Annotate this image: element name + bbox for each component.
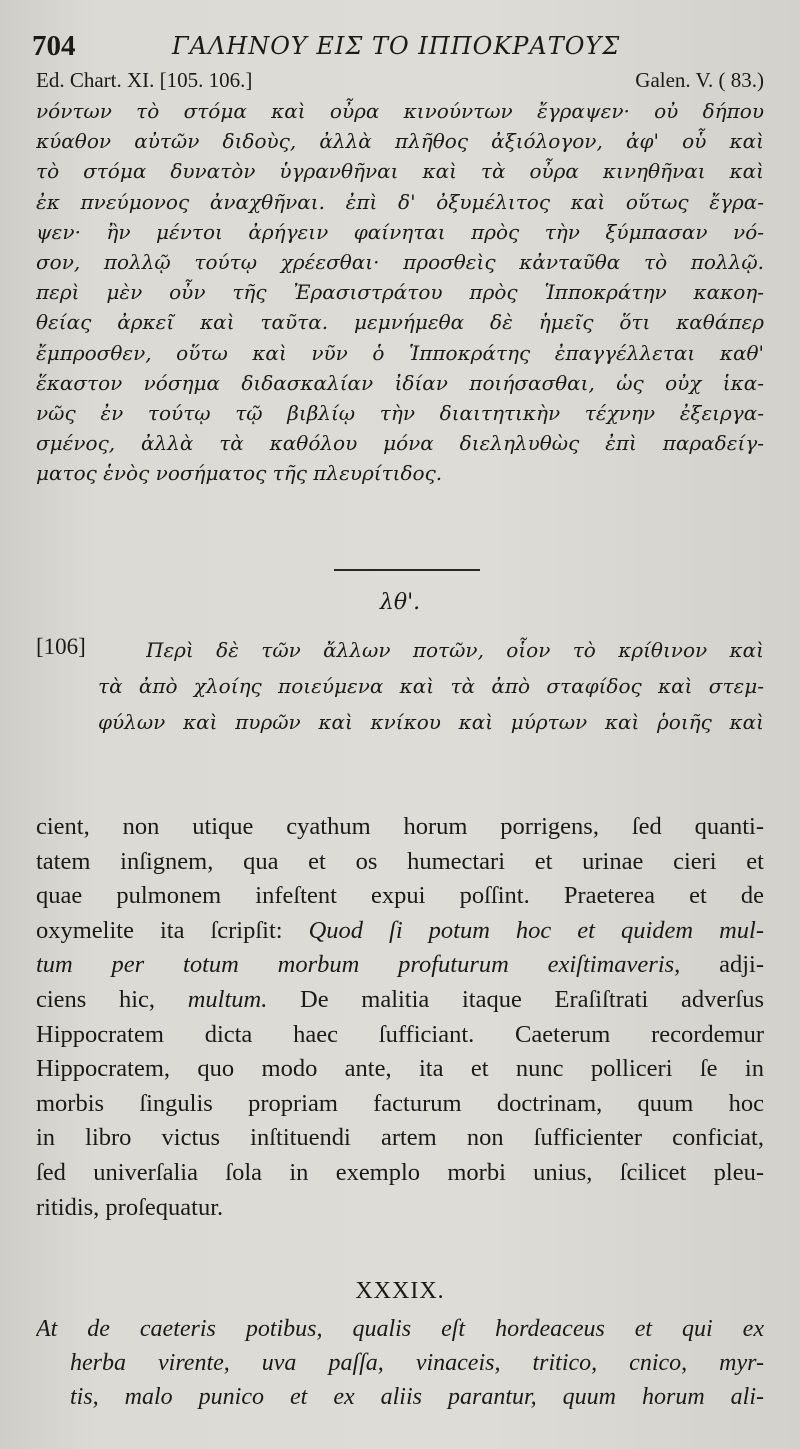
latin-text-line: tatem inſignem, qua et os humectari et urinae cieri et: [36, 847, 764, 875]
edition-reference-chartier: Ed. Chart. XI. [105. 106.]: [36, 68, 253, 92]
greek-text-line: κύαθον αὐτῶν διδοὺς, ἀλλὰ πλῆθος ἀξιόλογον, ἀφ' οὗ καὶ: [36, 129, 764, 154]
latin-lemma-line: herba virente, uva paſſa, vinaceis, tritico, cnico, myr-: [70, 1350, 764, 1376]
latin-text-line: Hippocratem, quo modo ante, ita et nunc polliceri ſe in: [36, 1055, 764, 1083]
latin-text-segment: ciens hic,: [36, 985, 156, 1013]
running-title: ΓΑΛΗΝΟΥ ΕΙΣ ΤΟ ΙΠΠΟΚΡΑΤΟΥΣ: [172, 32, 621, 60]
greek-commentary-text: [36, 96, 764, 488]
latin-text-line: morbis ſingulis propriam facturum doctrinam, quum hoc: [36, 1089, 764, 1117]
latin-text-line: quae pulmonem infeſtent expui poſſint. Praeterea et de: [36, 882, 764, 910]
latin-text-line: ſed univerſalia ſola in exemplo morbi unius, ſcilicet pleu-: [36, 1158, 764, 1186]
latin-text-segment: De malitia itaque Eraſiſtrati adverſus: [300, 985, 764, 1013]
greek-text-line: θείας ἀρκεῖ καὶ ταῦτα. μεμνήμεθα δὲ ἡμεῖς ὅτι καθάπερ: [36, 310, 764, 335]
greek-text-line: ἕκαστον νόσημα διδασκαλίαν ἰδίαν ποιήσασθαι, ὡς οὐχ ἱκα-: [36, 370, 764, 395]
latin-quotation: Quod ſi potum hoc et quidem mul-: [308, 916, 764, 944]
greek-text-line: ἐκ πνεύμονος ἀναχθῆναι. ἐπὶ δ' ὀξυμέλιτος καὶ οὕτως ἔγρα-: [36, 189, 764, 214]
lemma-line: τὰ ἀπὸ χλοίης ποιεύμενα καὶ τὰ ἀπὸ σταφίδος καὶ στεμ-: [98, 674, 764, 698]
greek-section-number: λθ'.: [379, 590, 421, 615]
greek-text-line: σμένος, ἀλλὰ τὰ καθόλου μόνα διεληλυθὼς ἐπὶ παραδείγ-: [36, 431, 764, 456]
latin-lemma: [36, 1312, 764, 1414]
greek-text-line: τὸ στόμα δυνατὸν ὑγρανθῆναι καὶ τὰ οὖρα κινηθῆναι καὶ: [36, 159, 764, 184]
edition-reference-kuhn: Galen. V. ( 83.): [635, 68, 764, 92]
latin-text-line: ritidis, proſequatur.: [36, 1193, 224, 1221]
greek-text-line: νόντων τὸ στόμα καὶ οὖρα κινούντων ἔγραψεν· οὐ δήπου: [36, 99, 764, 123]
section-divider-rule: [334, 569, 480, 571]
greek-text-line: νῶς ἐν τούτῳ τῷ βιβλίῳ τὴν διαιτητικὴν τέχνην ἐξειργα-: [36, 400, 764, 425]
greek-text-line: περὶ μὲν οὖν τῆς Ἐρασιστράτου πρὸς Ἱπποκράτην κακοη-: [36, 280, 764, 305]
greek-text-line: ψεν· ἢν μέντοι ἀρήγειν φαίνηται πρὸς τὴν ξύμπασαν νό-: [36, 219, 764, 244]
greek-text-line: σον, πολλῷ τούτῳ χρέεσθαι· προσθεὶς κἀνταῦθα τὸ πολλῷ.: [36, 249, 764, 274]
latin-quotation: tum per totum morbum profuturum exiſtimaveris,: [36, 951, 681, 979]
latin-text-line: [36, 948, 764, 983]
latin-lemma-line: At de caeteris potibus, qualis eſt hordeaceus et qui ex: [36, 1316, 764, 1342]
latin-text-line: [36, 983, 764, 1018]
latin-text-line: in libro victus inſtituendi artem non ſufficienter conficiat,: [36, 1124, 764, 1152]
greek-text-line: ἔμπροσθεν, οὕτω καὶ νῦν ὁ Ἱπποκράτης ἐπαγγέλλεται καθ': [36, 340, 764, 365]
latin-translation-text: [36, 810, 764, 1225]
latin-text-line: cient, non utique cyathum horum porrigens, ſed quanti-: [36, 813, 764, 840]
lemma-line: φύλων καὶ πυρῶν καὶ κνίκου καὶ μύρτων καὶ ῥοιῆς καὶ: [98, 710, 764, 734]
greek-text-line: ματος ἑνὸς νοσήματος τῆς πλευρίτιδος.: [36, 461, 443, 486]
page-header: [32, 30, 772, 70]
latin-text-line: [36, 914, 764, 949]
latin-quotation: multum.: [187, 985, 268, 1013]
latin-section-number: XXXIX.: [355, 1278, 445, 1304]
latin-text-line: Hippocratem dicta haec ſufficiant. Caeterum recordemur: [36, 1020, 764, 1048]
latin-lemma-line: tis, malo punico et ex aliis parantur, quum horum ali-: [70, 1384, 764, 1410]
lemma-line: Περὶ δὲ τῶν ἄλλων ποτῶν, οἷον τὸ κρίθινον καὶ: [146, 638, 764, 662]
lemma-lines: [98, 632, 764, 740]
edition-reference-line: [36, 68, 764, 94]
page-number: 704: [32, 30, 76, 62]
latin-text-segment: adji-: [719, 951, 764, 979]
lemma-marker: [106]: [36, 634, 86, 659]
latin-text-segment: oxymelite ita ſcripſit:: [36, 916, 283, 944]
